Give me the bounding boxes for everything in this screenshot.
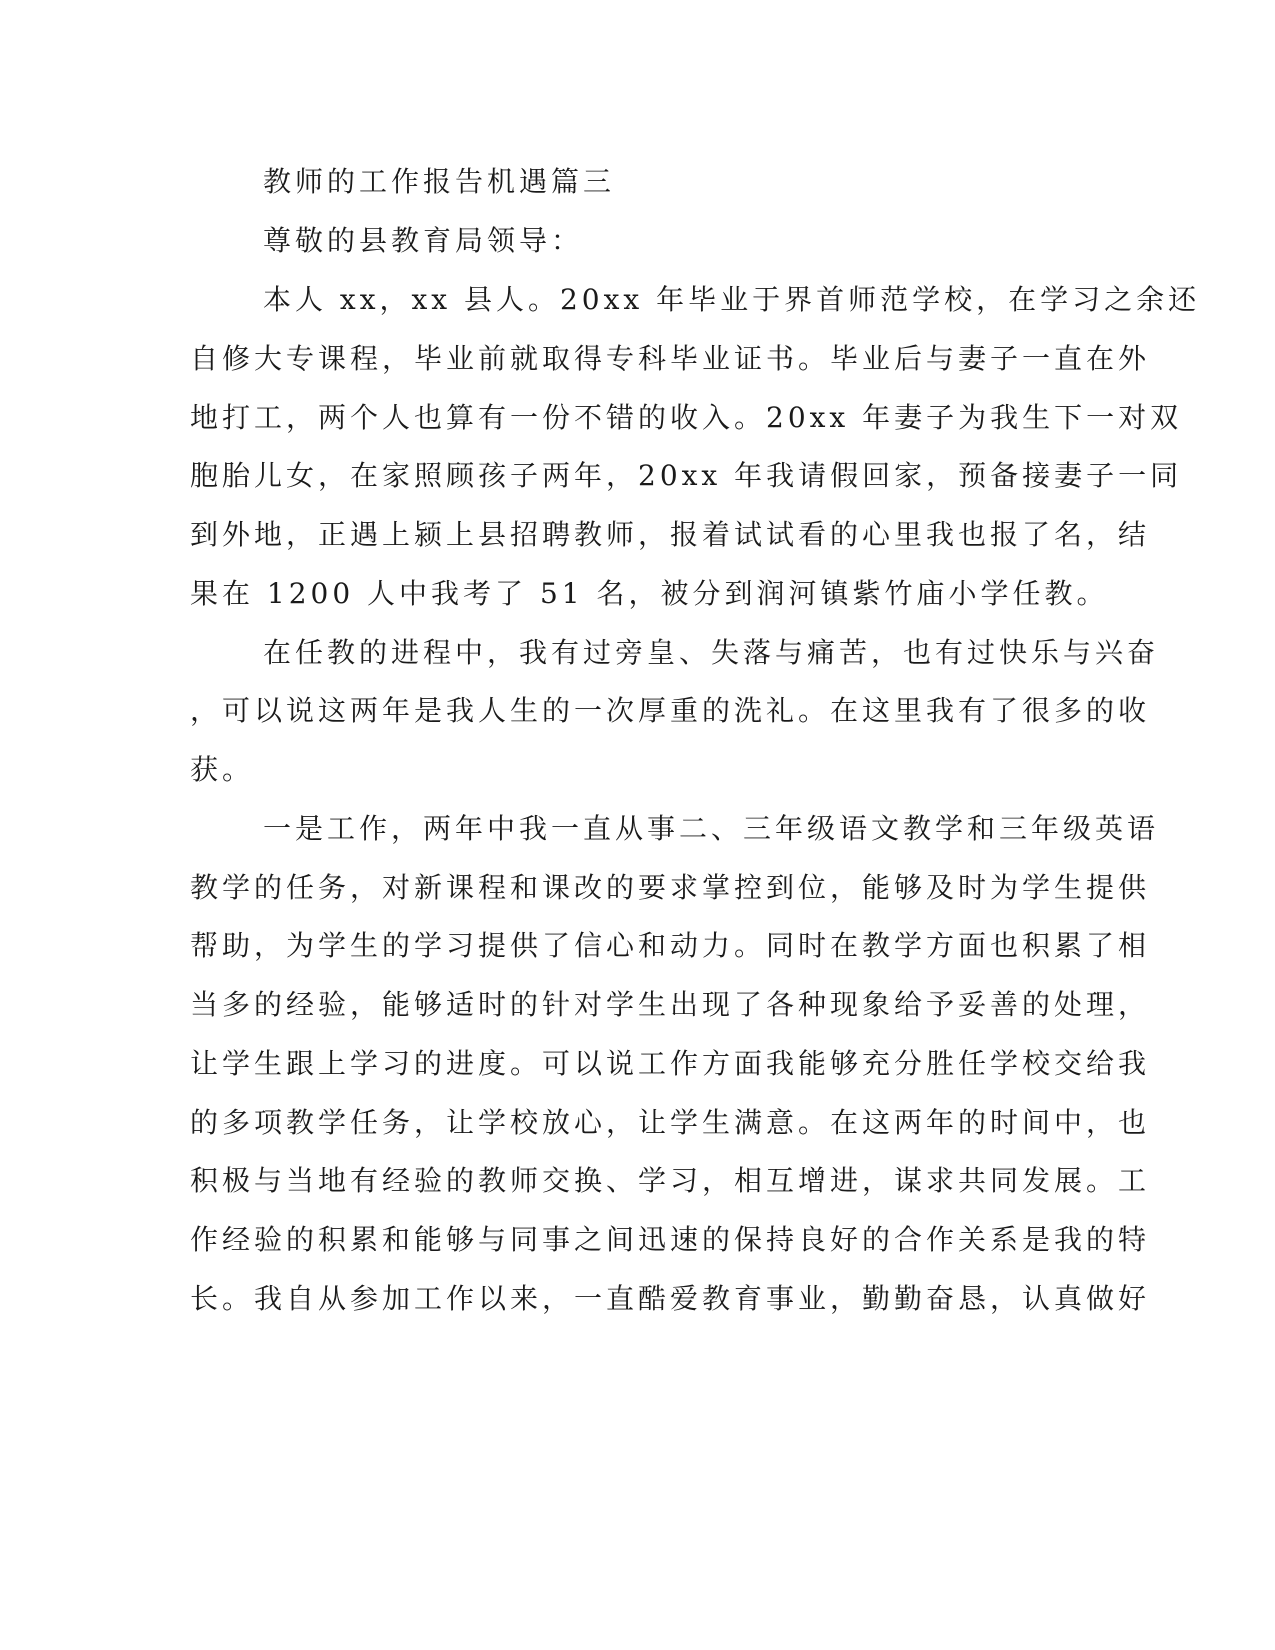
paragraph-line: 积极与当地有经验的教师交换、学习，相互增进，谋求共同发展。工 [190,1164,1151,1197]
paragraph-line: 到外地，正遇上颍上县招聘教师，报着试试看的心里我也报了名，结 [190,518,1151,551]
paragraph-line: 本人 xx，xx 县人。20xx 年毕业于界首师范学校，在学习之余还 [263,283,1201,316]
paragraph-line: 的多项教学任务，让学校放心，让学生满意。在这两年的时间中，也 [190,1106,1151,1139]
paragraph-line: 在任教的进程中，我有过旁皇、失落与痛苦，也有过快乐与兴奋 [263,636,1160,669]
document-title: 教师的工作报告机遇篇三 [263,165,616,198]
paragraph-line: 地打工，两个人也算有一份不错的收入。20xx 年妻子为我生下一对双 [190,401,1183,434]
paragraph-line: 果在 1200 人中我考了 51 名，被分到润河镇紫竹庙小学任教。 [190,577,1109,610]
paragraph-line: ，可以说这两年是我人生的一次厚重的洗礼。在这里我有了很多的收 [190,694,1151,727]
paragraph-line: 长。我自从参加工作以来，一直酷爱教育事业，勤勤奋恳，认真做好 [190,1282,1151,1315]
salutation: 尊敬的县教育局领导： [263,224,584,257]
paragraph-line: 自修大专课程，毕业前就取得专科毕业证书。毕业后与妻子一直在外 [190,342,1151,375]
paragraph-line: 帮助，为学生的学习提供了信心和动力。同时在教学方面也积累了相 [190,929,1151,962]
paragraph-line: 教学的任务，对新课程和课改的要求掌控到位，能够及时为学生提供 [190,871,1151,904]
paragraph-line: 作经验的积累和能够与同事之间迅速的保持良好的合作关系是我的特 [190,1223,1151,1256]
paragraph-line: 获。 [190,753,255,786]
paragraph-line: 当多的经验，能够适时的针对学生出现了各种现象给予妥善的处理， [190,988,1151,1021]
paragraph-line: 胞胎儿女，在家照顾孩子两年，20xx 年我请假回家，预备接妻子一同 [190,459,1183,492]
paragraph-line: 一是工作，两年中我一直从事二、三年级语文教学和三年级英语 [263,812,1160,845]
paragraph-line: 让学生跟上学习的进度。可以说工作方面我能够充分胜任学校交给我 [190,1047,1151,1080]
